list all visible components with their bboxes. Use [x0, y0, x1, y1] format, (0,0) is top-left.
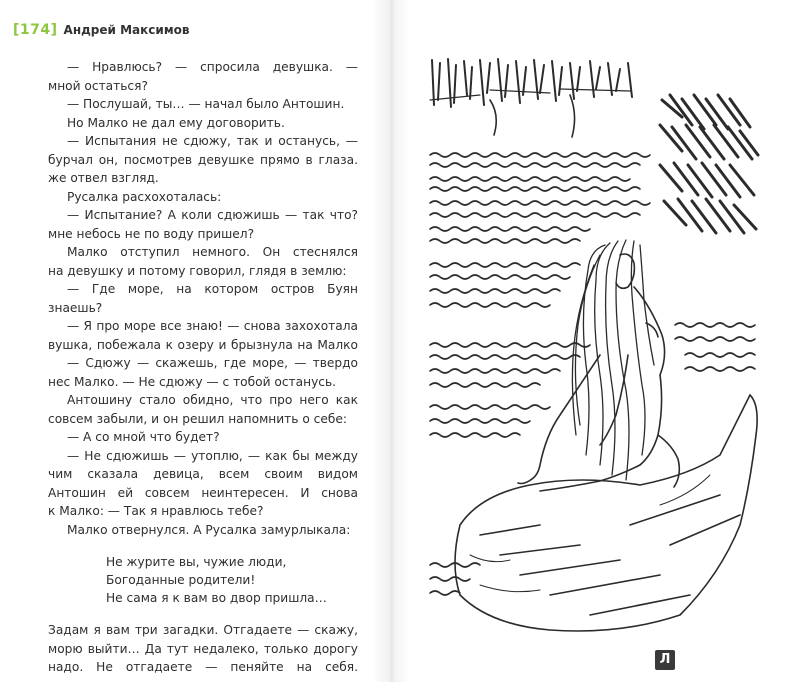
text-line: — Нравлюсь? — спросила девушка. — [67, 60, 358, 74]
text-line: — Не сдюжишь — утоплю, — как бы между [67, 448, 358, 463]
poem-block [106, 553, 358, 607]
publisher-logo: Л [655, 650, 675, 670]
text-line: нес Малко. — Не сдюжу — с тобой останусь. [48, 374, 337, 389]
poem-line: Не журите вы, чужие люди, [106, 555, 287, 569]
text-line: — Я про море все знаю! — снова захохотала [67, 319, 358, 333]
text-line: — А со мной что будет? [67, 430, 220, 444]
book-gutter [372, 0, 410, 682]
text-line: чим сказала девица, всем своим видом [48, 467, 358, 481]
text-line: — Послушай, ты… — начал было Антошин. [67, 97, 345, 111]
text-line: Русалка расхохоталась: [67, 189, 222, 204]
poem-line: Не сама я к вам во двор пришла… [106, 591, 327, 605]
text-line: Но Малко не дал ему договорить. [67, 115, 285, 130]
page-number: [174] [13, 22, 58, 38]
text-line: бурчал он, посмотрев девушке прямо в глаза. [48, 152, 358, 167]
rock [455, 395, 757, 631]
text-line: Антошин ей совсем неинтересен. И снова [48, 485, 358, 500]
text-line: Малко отвернулся. А Русалка замурлыкала: [67, 522, 351, 537]
text-line: же отвел взгляд. [48, 171, 159, 185]
text-line: надо. Не отгадаете — пеняйте на себя. [48, 660, 358, 674]
foliage-left [430, 59, 632, 137]
foliage-right [660, 95, 758, 233]
text-line: вушка, побежала к озеру и брызнула на Малко [48, 337, 358, 352]
text-line: морю выйти… Да тут недалеко, только дорогу [48, 641, 358, 656]
page-header [13, 20, 189, 40]
running-head-author: Андрей Максимов [63, 23, 190, 37]
body-text [48, 58, 358, 677]
text-line: — Сдюжу — скажешь, где море, — твердо [67, 356, 358, 370]
mermaid-illustration [420, 55, 770, 635]
closing-prose-block [48, 621, 358, 677]
text-line: совсем забыли, и он решил напомнить о себе: [48, 411, 347, 426]
text-line: на девушку и потому говорил, глядя в землю: [48, 263, 347, 278]
text-line: — Испытания не сдюжу, так и останусь, — [67, 134, 358, 148]
text-line: к Малко: — Так я нравлюсь тебе? [48, 504, 264, 518]
text-line: Задам я вам три загадки. Отгадаете — скажу, [48, 623, 358, 637]
poem-line: Богоданные родители! [106, 573, 256, 587]
text-line: знаешь? [48, 300, 103, 315]
text-line: Антошину стало обидно, что про него как [67, 393, 358, 407]
prose-block [48, 58, 358, 539]
mermaid-hair [572, 240, 654, 480]
text-line: Малко отступил немного. Он стеснялся [67, 245, 358, 259]
text-line: — Испытание? А коли сдюжишь — так что? [67, 208, 358, 222]
text-line: мной остаться? [48, 78, 148, 93]
text-line: — Где море, на котором остров Буян [67, 282, 358, 296]
text-line: мне небось не по воду пришел? [48, 226, 255, 241]
